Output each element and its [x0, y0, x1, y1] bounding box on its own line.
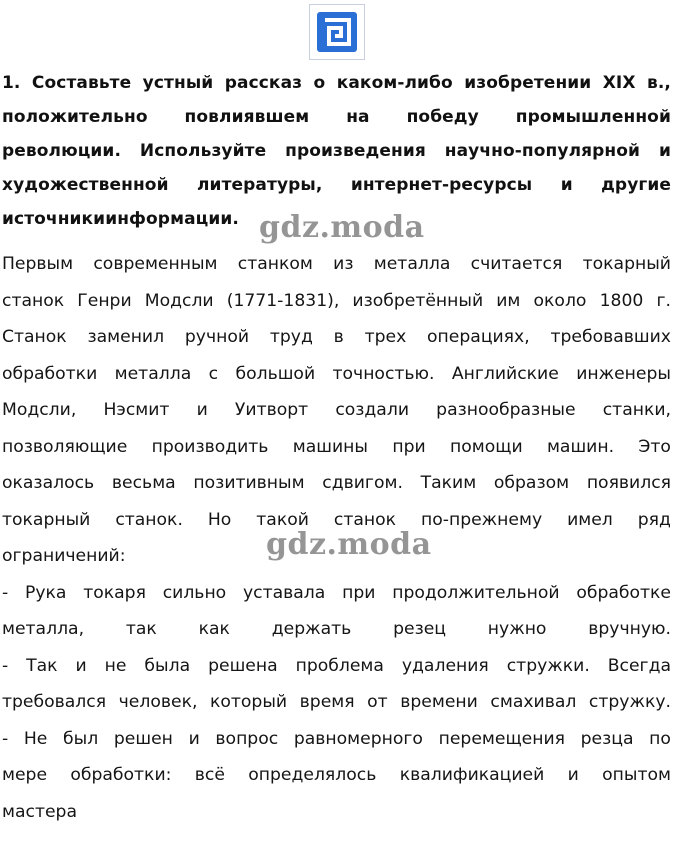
word: и — [196, 400, 208, 420]
word: продолжительной — [392, 582, 560, 603]
word: и — [567, 765, 579, 785]
word: Таким — [420, 473, 477, 493]
word: ряд — [637, 509, 671, 530]
word: о — [313, 73, 326, 93]
word: резец — [393, 619, 446, 639]
word: оказалось — [2, 473, 95, 493]
word: как — [198, 619, 230, 639]
spiral-square-icon — [315, 10, 359, 54]
word: вопрос — [215, 728, 279, 749]
text-line — [2, 392, 671, 429]
word: опытом — [602, 765, 671, 785]
text-line — [2, 684, 671, 721]
word: такой — [256, 509, 309, 530]
word: от — [367, 692, 388, 712]
text-line — [2, 283, 671, 320]
word: Не — [23, 728, 48, 749]
word: проблема — [295, 655, 384, 676]
text-line — [2, 100, 671, 134]
word: перемещения — [438, 728, 565, 749]
watermark: gdz.moda — [266, 527, 432, 562]
word: промышленной — [515, 107, 671, 127]
word: и — [560, 175, 573, 195]
word: была — [144, 655, 191, 676]
word: требовался — [2, 692, 107, 712]
word: сильно — [162, 582, 227, 603]
word: всё — [194, 765, 225, 785]
word: по-прежнему — [421, 509, 543, 530]
word: станком — [237, 254, 313, 274]
text-line — [2, 134, 671, 168]
word: каком-либо — [336, 73, 453, 93]
word: Используйте — [139, 141, 267, 161]
site-logo — [309, 4, 365, 60]
word: Генри — [77, 290, 132, 311]
word: победу — [406, 107, 479, 127]
word: станки, — [602, 400, 671, 420]
word: информации. — [105, 209, 239, 229]
word: и — [188, 728, 200, 749]
word: металла, — [2, 619, 85, 639]
word: - — [2, 582, 9, 603]
word: уставала — [242, 582, 326, 603]
word: современным — [93, 254, 218, 274]
word: весьма — [111, 473, 176, 493]
word: обработки: — [70, 765, 172, 785]
word: Всегда — [607, 655, 671, 676]
word: имел — [567, 509, 613, 530]
word: с — [208, 363, 219, 384]
text-line — [2, 611, 671, 648]
word: 1800 — [599, 290, 644, 311]
word: Английские — [451, 363, 559, 384]
watermark: gdz.moda — [259, 210, 425, 245]
word: требовавших — [550, 327, 671, 347]
word: считается — [470, 254, 563, 274]
word: стружку. — [588, 692, 671, 712]
word: заменил — [87, 327, 165, 347]
word: произведения — [285, 141, 426, 161]
word: изобретении — [464, 73, 592, 93]
word: устный — [142, 73, 214, 93]
text-line — [2, 66, 671, 100]
word: (1771-1831), — [226, 290, 340, 311]
word: Так — [26, 655, 58, 676]
word: стружки. — [506, 655, 590, 676]
word: металла — [114, 363, 192, 384]
word: мере — [2, 765, 48, 785]
word: художественной — [2, 175, 169, 195]
word: позволяющие — [2, 436, 128, 457]
word: - — [2, 655, 9, 676]
word: другие — [601, 175, 671, 195]
word: обработки — [2, 363, 98, 384]
word: нужно — [487, 619, 547, 639]
word: человек, — [118, 692, 198, 712]
text-line — [2, 575, 671, 612]
word: время — [299, 692, 355, 712]
word: определялось — [248, 765, 377, 785]
word: революции. — [2, 141, 121, 161]
word: и — [75, 655, 87, 676]
word: г. — [656, 290, 671, 311]
text-line — [2, 757, 671, 794]
word: держать — [271, 619, 352, 639]
text-line — [2, 168, 671, 202]
word: мастера — [2, 801, 77, 822]
word: времени — [400, 692, 478, 712]
word: позитивным — [193, 473, 305, 493]
word: Нэсмит — [103, 400, 170, 420]
word: научно-популярной — [444, 141, 641, 161]
word: решен — [113, 728, 173, 749]
text-line — [2, 356, 671, 393]
word: повлиявшем — [184, 107, 310, 127]
text-line — [2, 319, 671, 356]
word: положительно — [2, 107, 148, 127]
word: - — [2, 728, 9, 749]
word: Первым — [2, 254, 74, 274]
word: который — [210, 692, 288, 712]
word: инженеры — [576, 363, 671, 384]
word: сдвигом. — [322, 473, 403, 493]
word: точностью. — [332, 363, 435, 384]
word: Рука — [24, 582, 67, 603]
word: большой — [235, 363, 316, 384]
word: на — [346, 107, 370, 127]
word: Но — [207, 509, 232, 530]
word: удаления — [401, 655, 489, 676]
word: станок — [333, 509, 397, 530]
word: Составьте — [31, 73, 132, 93]
word: равномерного — [293, 728, 423, 749]
word: изобретённый — [352, 290, 484, 311]
word: в — [333, 327, 344, 347]
word: им — [496, 290, 521, 311]
word: Модсли, — [2, 400, 77, 420]
word: был — [63, 728, 99, 749]
word: так — [125, 619, 157, 639]
word: не — [104, 655, 127, 676]
word: разнообразные — [436, 400, 576, 420]
word: по — [649, 728, 671, 749]
word: токаря — [83, 582, 146, 603]
text-line — [2, 538, 671, 575]
word: в., — [646, 73, 671, 93]
text-line — [2, 429, 671, 466]
word: Станок — [2, 327, 67, 347]
text-line — [2, 794, 671, 831]
word: при — [392, 436, 426, 457]
word: появился — [586, 473, 671, 493]
word: источники — [2, 209, 106, 229]
word: рассказ — [224, 73, 303, 93]
word: помощи — [450, 436, 523, 457]
word: интернет-ресурсы — [350, 175, 533, 195]
word: XIX — [602, 73, 636, 93]
word: операциях, — [427, 327, 530, 347]
word: решена — [208, 655, 278, 676]
word: станок — [2, 290, 65, 311]
word: станок. — [115, 509, 183, 530]
word: машины — [292, 436, 368, 457]
task-answer — [0, 246, 673, 830]
word: и — [658, 141, 671, 161]
word: при — [342, 582, 376, 603]
task-question — [0, 66, 673, 236]
word: квалификацией — [399, 765, 545, 785]
word: смахивал — [490, 692, 577, 712]
word: машин. — [546, 436, 615, 457]
text-line — [2, 246, 671, 283]
word: Модсли — [144, 290, 214, 311]
word: труд — [269, 327, 313, 347]
word: трех — [364, 327, 407, 347]
text-line — [2, 502, 671, 539]
word: вручную. — [588, 619, 671, 639]
word: образом — [493, 473, 570, 493]
word: металла — [373, 254, 451, 274]
word: Уитворт — [234, 400, 309, 420]
text-line — [2, 721, 671, 758]
word: создали — [335, 400, 409, 420]
word: обработке — [576, 582, 671, 603]
word: резца — [580, 728, 634, 749]
word: из — [333, 254, 354, 274]
word: литературы, — [197, 175, 323, 195]
word: ручной — [184, 327, 250, 347]
word: ограничений: — [2, 546, 126, 566]
text-line — [2, 648, 671, 685]
word: около — [533, 290, 587, 311]
word: 1. — [2, 73, 21, 93]
word: производить — [151, 436, 269, 457]
word: токарный — [582, 254, 671, 274]
word: токарный — [2, 509, 91, 530]
word: Это — [638, 436, 671, 457]
text-line — [2, 202, 671, 236]
text-line — [2, 465, 671, 502]
